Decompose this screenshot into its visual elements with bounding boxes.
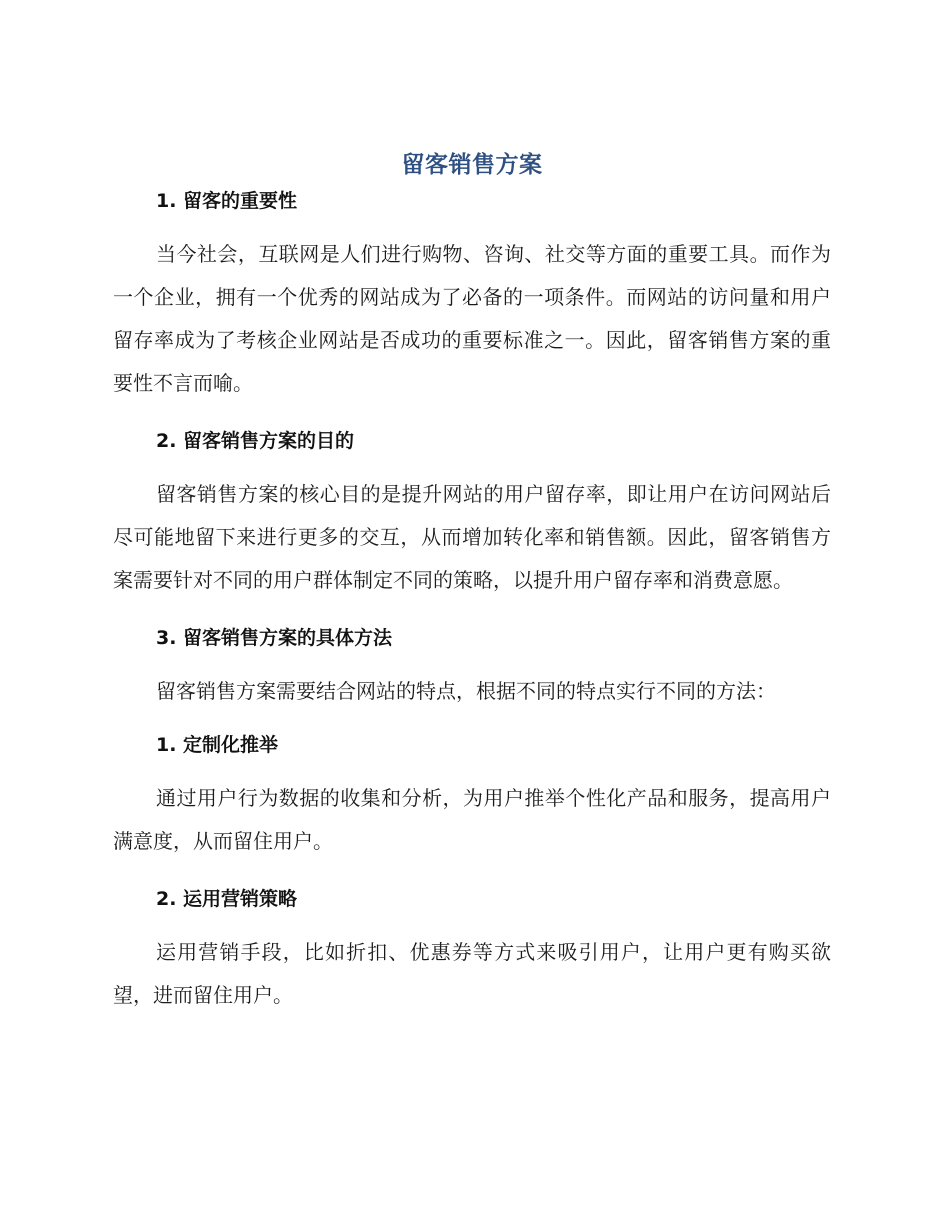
- section-heading-methods: 3. 留客销售方案的具体方法: [156, 627, 393, 649]
- section-paragraph-purpose: 留客销售方案的核心目的是提升网站的用户留存率，即让用户在访问网站后尽可能地留下来进行更多的交互，从而增加转化率和销售额。因此，留客销售方案需要针对不同的用户群体制定不同的策略，以提升用户留存率和消费意愿。: [113, 482, 831, 592]
- section-heading-importance: 1. 留客的重要性: [156, 190, 298, 212]
- document-body: [113, 145, 831, 1017]
- method-heading-marketing: 2. 运用营销策略: [156, 888, 298, 910]
- method-heading-customization: 1. 定制化推举: [156, 734, 279, 756]
- section-paragraph-importance: 当今社会，互联网是人们进行购物、咨询、社交等方面的重要工具。而作为一个企业，拥有一个优秀的网站成为了必备的一项条件。而网站的访问量和用户留存率成为了考核企业网站是否成功的重要标准之一。因此，留客销售方案的重要性不言而喻。: [113, 242, 831, 395]
- section-paragraph-methods: 留客销售方案需要结合网站的特点，根据不同的特点实行不同的方法：: [156, 679, 776, 703]
- section-heading-purpose: 2. 留客销售方案的目的: [156, 430, 355, 452]
- document-title: 留客销售方案: [401, 152, 543, 178]
- method-paragraph-customization: 通过用户行为数据的收集和分析，为用户推举个性化产品和服务，提高用户满意度，从而留住用户。: [113, 786, 831, 853]
- method-paragraph-marketing: 运用营销手段，比如折扣、优惠券等方式来吸引用户，让用户更有购买欲望，进而留住用户。: [113, 940, 831, 1007]
